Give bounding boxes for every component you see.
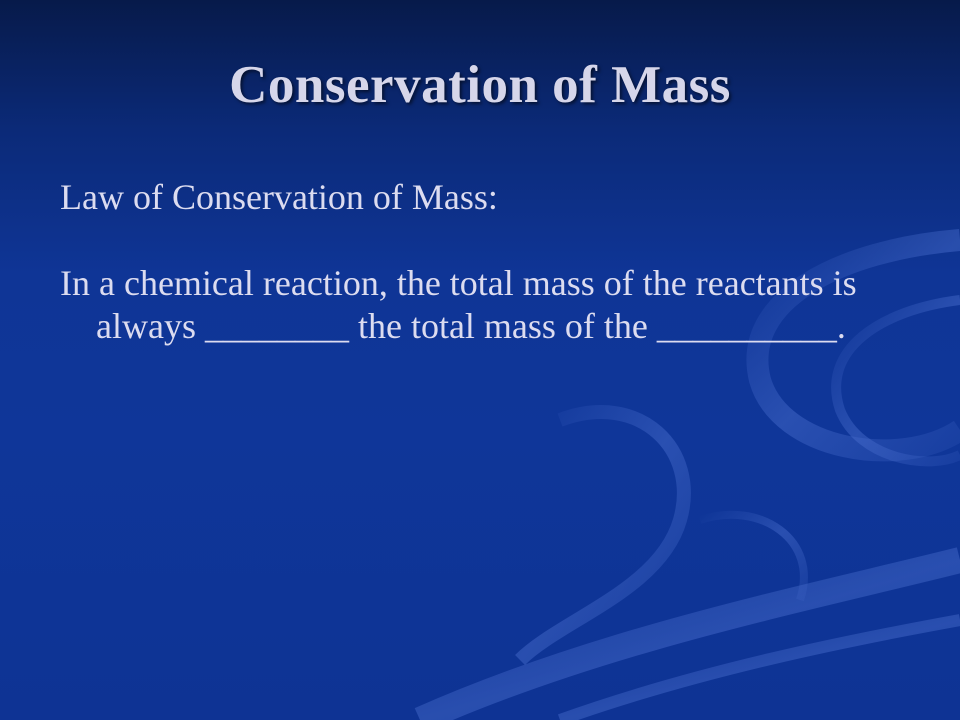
slide-title: Conservation of Mass: [229, 56, 731, 114]
law-heading: Law of Conservation of Mass:: [60, 177, 498, 217]
slide-body: [60, 176, 880, 348]
law-statement: In a chemical reaction, the total mass of the reactants is always ________ the total mass of the __________.: [60, 263, 857, 346]
